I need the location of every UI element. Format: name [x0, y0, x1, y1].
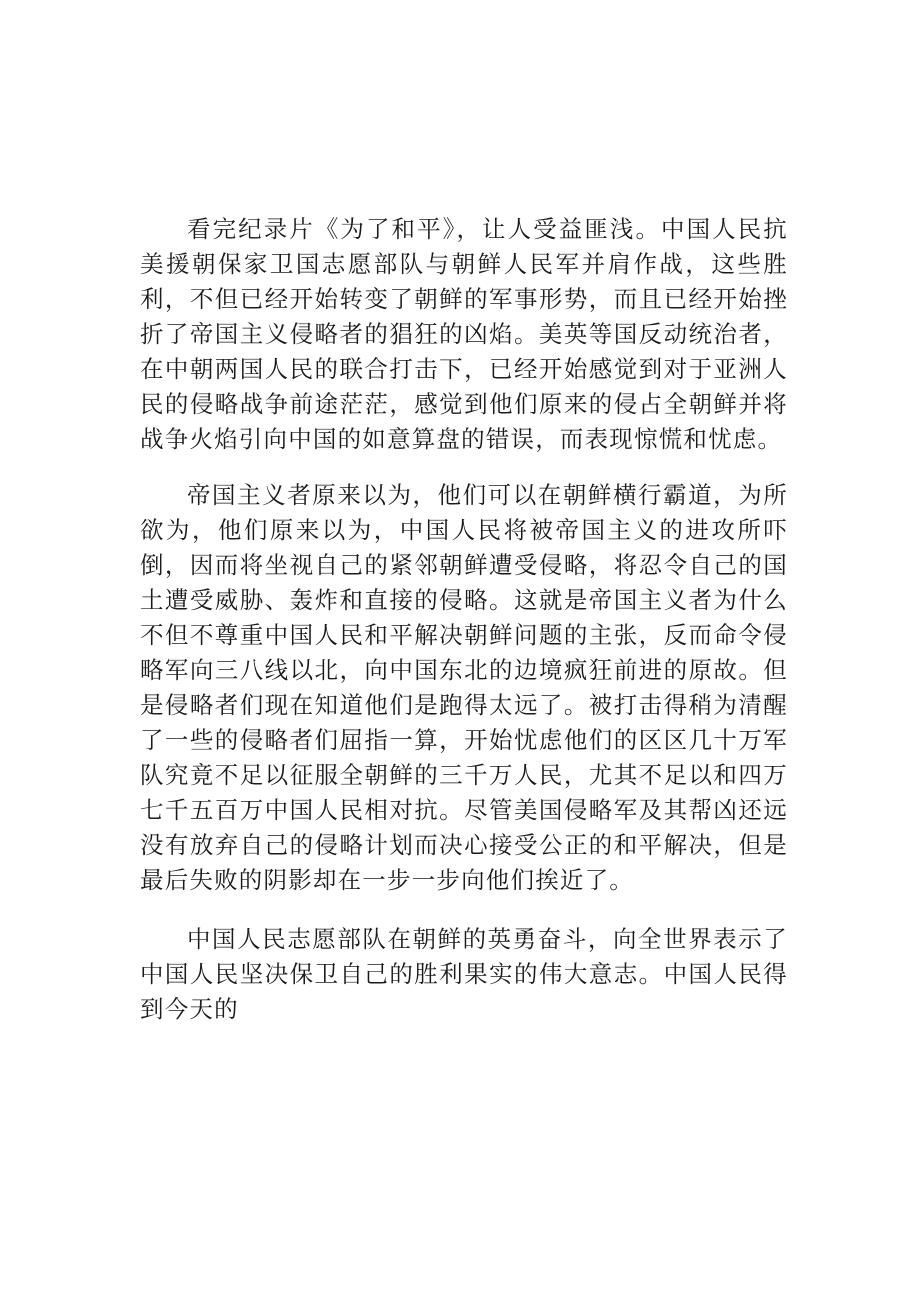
- paragraph-2: 帝国主义者原来以为，他们可以在朝鲜横行霸道，为所欲为，他们原来以为，中国人民将被帝国主义的进攻所吓倒，因而将坐视自己的紧邻朝鲜遭受侵略，将忍令自己的国土遭受威胁、轰炸和直接的侵略。这就是帝国主义者为什么不但不尊重中国人民和平解决朝鲜问题的主张，反而命令侵略军向三八线以北，向中国东北的边境疯狂前进的原故。但是侵略者们现在知道他们是跑得太远了。被打击得稍为清醒了一些的侵略者们屈指一算，开始忧虑他们的区区几十万军队究竟不足以征服全朝鲜的三千万人民，尤其不足以和四万七千五百万中国人民相对抗。尽管美国侵略军及其帮凶还远没有放弃自己的侵略计划而决心接受公正的和平解决，但是最后失败的阴影却在一步一步向他们挨近了。: [140, 481, 788, 894]
- paragraph-1: 看完纪录片《为了和平》，让人受益匪浅。中国人民抗美援朝保家卫国志愿部队与朝鲜人民军并肩作战，这些胜利，不但已经开始转变了朝鲜的军事形势，而且已经开始挫折了帝国主义侵略者的猖狂的凶焰。美英等国反动统治者，在中朝两国人民的联合打击下，已经开始感觉到对于亚洲人民的侵略战争前途茫茫，感觉到他们原来的侵占全朝鲜并将战争火焰引向中国的如意算盘的错误，而表现惊慌和忧虑。: [140, 215, 788, 453]
- paragraph-3: 中国人民志愿部队在朝鲜的英勇奋斗，向全世界表示了中国人民坚决保卫自己的胜利果实的伟大意志。中国人民得到今天的: [140, 925, 788, 1023]
- document-body: [140, 212, 788, 1051]
